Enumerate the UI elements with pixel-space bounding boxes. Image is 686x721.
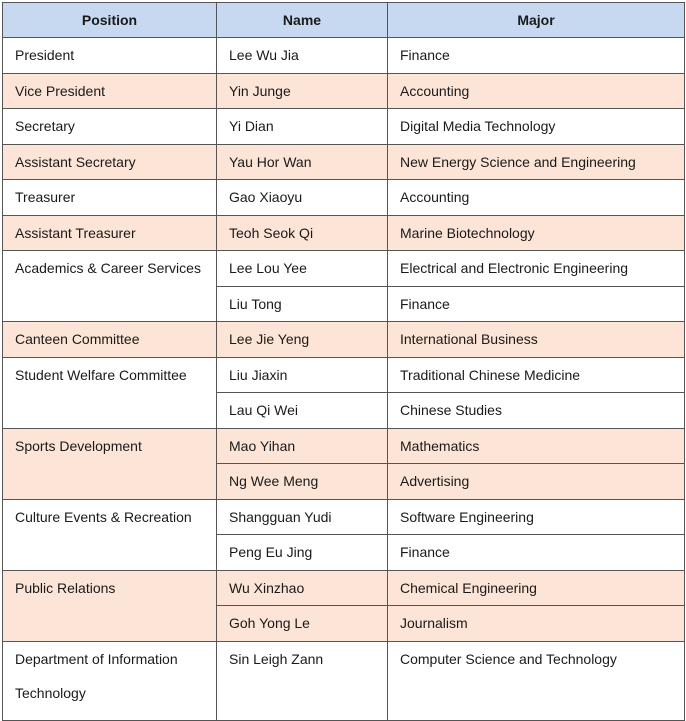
table-row <box>3 215 685 251</box>
table-row <box>3 641 685 720</box>
major-cell: Traditional Chinese Medicine <box>388 357 685 393</box>
table-row <box>3 499 685 535</box>
major-cell: Finance <box>388 535 685 571</box>
name-cell: Peng Eu Jing <box>217 535 388 571</box>
major-cell: Accounting <box>388 73 685 109</box>
name-cell: Shangguan Yudi <box>217 499 388 535</box>
table-row <box>3 570 685 606</box>
name-cell: Liu Jiaxin <box>217 357 388 393</box>
position-cell: Sports Development <box>3 428 217 499</box>
position-cell: President <box>3 38 217 74</box>
position-cell: Culture Events & Recreation <box>3 499 217 570</box>
name-cell: Wu Xinzhao <box>217 570 388 606</box>
name-cell: Goh Yong Le <box>217 606 388 642</box>
header-name: Name <box>217 3 388 38</box>
name-cell: Gao Xiaoyu <box>217 180 388 216</box>
major-cell: Chinese Studies <box>388 393 685 429</box>
name-cell: Lee Lou Yee <box>217 251 388 287</box>
name-cell: Sin Leigh Zann <box>217 641 388 720</box>
major-cell: New Energy Science and Engineering <box>388 144 685 180</box>
position-cell: Assistant Treasurer <box>3 215 217 251</box>
table-row <box>3 428 685 464</box>
name-cell: Liu Tong <box>217 286 388 322</box>
major-cell: Digital Media Technology <box>388 109 685 145</box>
position-cell: Treasurer <box>3 180 217 216</box>
table-row <box>3 251 685 287</box>
major-cell: Journalism <box>388 606 685 642</box>
major-cell: Mathematics <box>388 428 685 464</box>
table-row <box>3 109 685 145</box>
table-row <box>3 322 685 358</box>
major-cell: Chemical Engineering <box>388 570 685 606</box>
position-cell: Student Welfare Committee <box>3 357 217 428</box>
table-row <box>3 38 685 74</box>
header-major: Major <box>388 3 685 38</box>
name-cell: Yin Junge <box>217 73 388 109</box>
major-cell: Advertising <box>388 464 685 500</box>
position-cell: Vice President <box>3 73 217 109</box>
major-cell: Software Engineering <box>388 499 685 535</box>
position-cell: Academics & Career Services <box>3 251 217 322</box>
header-position: Position <box>3 3 217 38</box>
name-cell: Ng Wee Meng <box>217 464 388 500</box>
major-cell: International Business <box>388 322 685 358</box>
name-cell: Lee Jie Yeng <box>217 322 388 358</box>
major-cell: Finance <box>388 38 685 74</box>
name-cell: Mao Yihan <box>217 428 388 464</box>
name-cell: Yau Hor Wan <box>217 144 388 180</box>
committee-table <box>2 2 685 721</box>
table-row <box>3 357 685 393</box>
position-cell: Department of Information Technology <box>3 641 217 720</box>
major-cell: Computer Science and Technology <box>388 641 685 720</box>
major-cell: Finance <box>388 286 685 322</box>
table-row <box>3 144 685 180</box>
name-cell: Yi Dian <box>217 109 388 145</box>
table-row <box>3 73 685 109</box>
position-cell: Public Relations <box>3 570 217 641</box>
name-cell: Teoh Seok Qi <box>217 215 388 251</box>
position-cell: Assistant Secretary <box>3 144 217 180</box>
major-cell: Accounting <box>388 180 685 216</box>
position-cell: Canteen Committee <box>3 322 217 358</box>
position-cell: Secretary <box>3 109 217 145</box>
name-cell: Lau Qi Wei <box>217 393 388 429</box>
header-row <box>3 3 685 38</box>
name-cell: Lee Wu Jia <box>217 38 388 74</box>
major-cell: Electrical and Electronic Engineering <box>388 251 685 287</box>
major-cell: Marine Biotechnology <box>388 215 685 251</box>
table-row <box>3 180 685 216</box>
